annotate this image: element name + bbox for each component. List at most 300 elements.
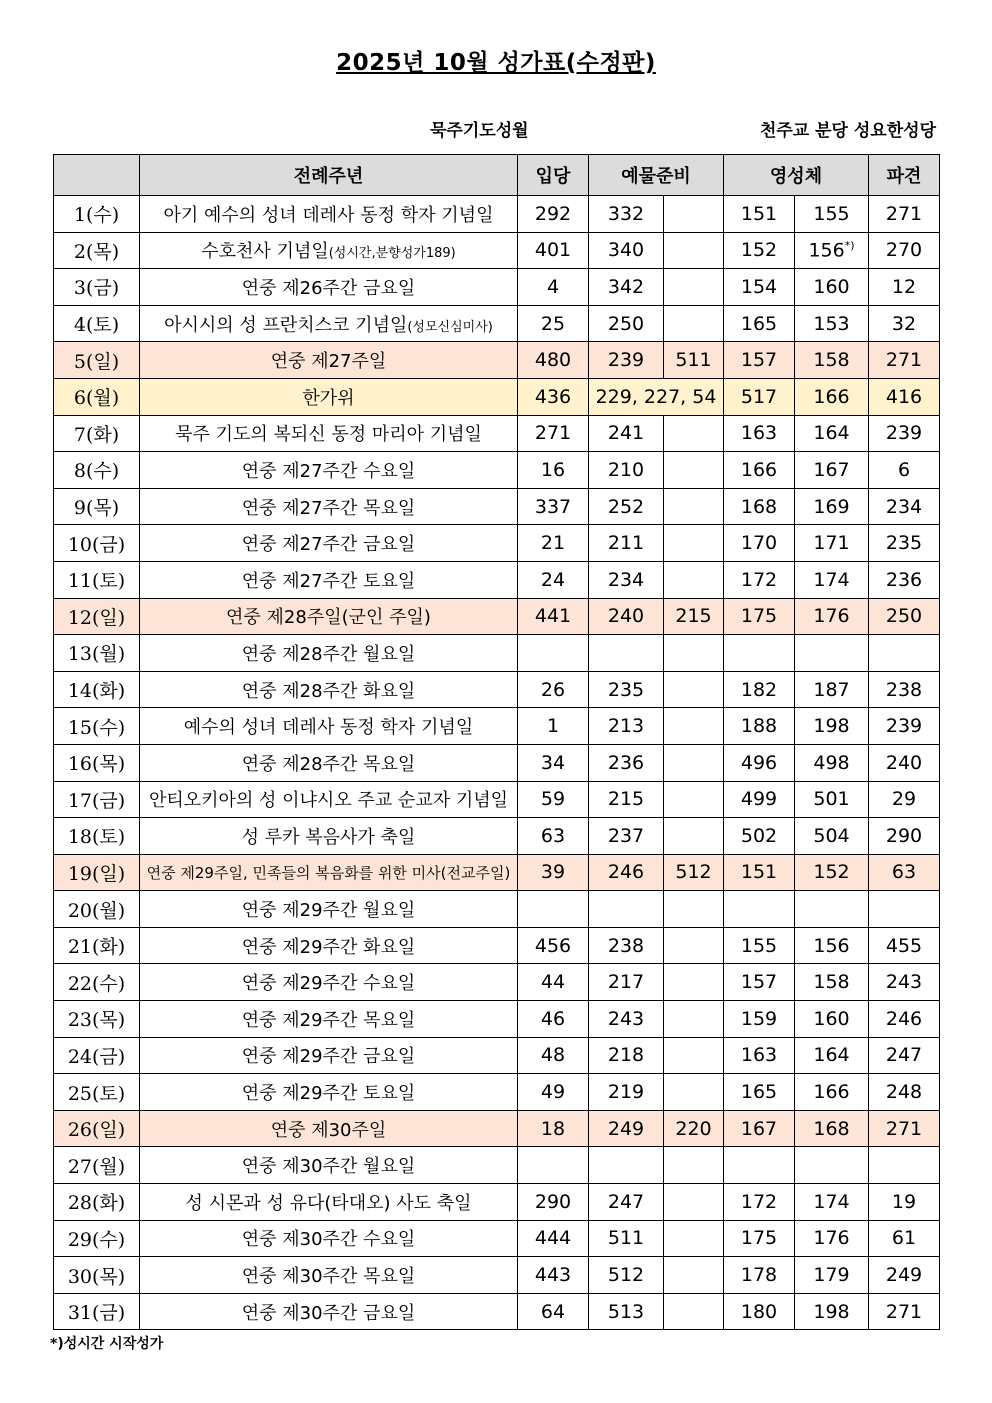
communion-extra-cell-text: 152 [813, 861, 850, 884]
communion-cell-text: 180 [740, 1300, 778, 1323]
offertory-cell [589, 378, 724, 415]
communion-cell [724, 818, 795, 855]
communion-cell-text: 517 [740, 385, 778, 408]
offertory-cell [589, 1110, 664, 1147]
entrance-cell [518, 232, 589, 269]
entrance-cell [518, 269, 589, 306]
table-row [54, 232, 940, 269]
day-cell [54, 1220, 140, 1257]
offertory-cell [589, 635, 664, 672]
recessional-cell [869, 818, 940, 855]
day-cell [54, 488, 140, 525]
offertory-extra-cell [664, 854, 724, 891]
offertory-cell-text: 219 [607, 1081, 645, 1104]
communion-cell [724, 781, 795, 818]
communion-cell [724, 305, 795, 342]
liturgy-cell-text: 성 시몬과 성 유다(타대오) 사도 축일 [185, 1192, 472, 1214]
offertory-extra-cell [664, 635, 724, 672]
day-cell-text: 2(목) [73, 240, 120, 263]
communion-cell-text: 188 [740, 715, 778, 738]
recessional-cell-text: 29 [891, 788, 917, 811]
communion-extra-cell [795, 635, 869, 672]
offertory-cell [589, 452, 664, 489]
recessional-cell-text: 248 [885, 1081, 923, 1104]
recessional-cell [869, 891, 940, 928]
communion-extra-cell [795, 232, 869, 269]
offertory-cell-text: 213 [607, 715, 645, 738]
offertory-cell-text: 241 [607, 422, 645, 445]
offertory-cell [589, 525, 664, 562]
offertory-extra-cell-text: 511 [675, 349, 712, 372]
liturgy-cell-text: 연중 제27주간 수요일 [241, 460, 416, 482]
liturgy-cell [140, 818, 518, 855]
footnote: *)성시간 시작성가 [50, 1336, 164, 1352]
header-day [54, 155, 140, 196]
entrance-cell-text: 401 [534, 239, 572, 262]
offertory-cell-text: 243 [607, 1007, 645, 1030]
entrance-cell [518, 781, 589, 818]
liturgy-cell [140, 232, 518, 269]
offertory-cell-text: 342 [607, 275, 645, 298]
table-row [54, 488, 940, 525]
table-row [54, 415, 940, 452]
offertory-cell [589, 1074, 664, 1111]
hymn-schedule-table [53, 154, 940, 1330]
communion-extra-cell-text: 164 [813, 1044, 850, 1067]
offertory-cell [589, 232, 664, 269]
communion-cell-text: 182 [740, 678, 778, 701]
offertory-cell [589, 305, 664, 342]
recessional-cell [869, 342, 940, 379]
entrance-cell-text: 292 [534, 202, 572, 225]
recessional-cell-text: 63 [891, 861, 917, 884]
offertory-extra-cell [664, 598, 724, 635]
communion-extra-cell-text: 179 [813, 1264, 850, 1287]
communion-extra-cell-text: 156 [808, 239, 845, 262]
table-row [54, 342, 940, 379]
communion-extra-cell [795, 927, 869, 964]
offertory-cell [589, 964, 664, 1001]
entrance-cell-text: 18 [540, 1117, 566, 1140]
day-cell [54, 635, 140, 672]
table-row [54, 1257, 940, 1294]
offertory-cell-text: 247 [607, 1190, 645, 1213]
communion-cell [724, 1001, 795, 1038]
recessional-cell-text: 240 [885, 751, 923, 774]
communion-cell [724, 708, 795, 745]
liturgy-cell-text: 연중 제28주간 화요일 [241, 680, 416, 702]
recessional-cell-text: 19 [891, 1190, 917, 1213]
offertory-cell [589, 818, 664, 855]
day-cell [54, 269, 140, 306]
header-communion: 영성체 [724, 155, 869, 196]
communion-extra-cell [795, 525, 869, 562]
table-row [54, 1147, 940, 1184]
offertory-extra-cell [664, 781, 724, 818]
offertory-cell-text: 240 [607, 605, 645, 628]
liturgy-cell [140, 1147, 518, 1184]
offertory-cell-text: 239 [607, 349, 645, 372]
table-row [54, 525, 940, 562]
offertory-extra-cell [664, 1257, 724, 1294]
liturgy-cell [140, 927, 518, 964]
liturgy-cell [140, 671, 518, 708]
table-row [54, 708, 940, 745]
entrance-cell-text: 64 [540, 1300, 566, 1323]
entrance-cell-text: 26 [540, 678, 566, 701]
recessional-cell [869, 781, 940, 818]
entrance-cell [518, 818, 589, 855]
day-cell [54, 232, 140, 269]
table-row [54, 452, 940, 489]
communion-cell [724, 1037, 795, 1074]
header-offertory: 예물준비 [589, 155, 724, 196]
entrance-cell-text: 290 [534, 1190, 572, 1213]
communion-cell-text: 151 [740, 202, 778, 225]
recessional-cell-text: 247 [885, 1044, 923, 1067]
recessional-cell-text: 271 [885, 1300, 923, 1323]
communion-cell [724, 1184, 795, 1221]
offertory-extra-cell-text: 215 [675, 605, 712, 628]
communion-extra-cell [795, 305, 869, 342]
entrance-cell [518, 1184, 589, 1221]
recessional-cell-text: 6 [897, 458, 911, 481]
communion-cell [724, 269, 795, 306]
entrance-cell-text: 480 [534, 349, 572, 372]
liturgy-cell-text: 연중 제28주간 월요일 [241, 643, 416, 665]
entrance-cell [518, 927, 589, 964]
communion-extra-cell [795, 452, 869, 489]
offertory-cell-text: 513 [607, 1300, 645, 1323]
offertory-extra-cell [664, 561, 724, 598]
communion-extra-cell [795, 1074, 869, 1111]
liturgy-cell [140, 1110, 518, 1147]
offertory-extra-cell [664, 232, 724, 269]
communion-cell-text: 175 [740, 1227, 778, 1250]
recessional-cell [869, 671, 940, 708]
liturgy-cell-text: 연중 제27주간 토요일 [241, 570, 416, 592]
header-recessional: 파견 [869, 155, 940, 196]
liturgy-cell-text: 연중 제29주일, 민족들의 복음화를 위한 미사(전교주일) [146, 863, 511, 882]
day-cell-text: 23(목) [67, 1009, 126, 1032]
communion-extra-cell-text: 504 [813, 824, 850, 847]
communion-extra-cell [795, 488, 869, 525]
recessional-cell [869, 1184, 940, 1221]
offertory-cell-text: 249 [607, 1117, 645, 1140]
communion-cell-text: 163 [740, 422, 778, 445]
offertory-extra-cell [664, 196, 724, 233]
day-cell-text: 17(금) [67, 789, 126, 812]
day-cell [54, 305, 140, 342]
page-title: 2025년 10월 성가표(수정판) [336, 50, 656, 76]
communion-extra-cell-text: 498 [813, 751, 850, 774]
offertory-cell-text: 246 [607, 861, 645, 884]
recessional-cell [869, 525, 940, 562]
day-cell [54, 196, 140, 233]
liturgy-cell-text: 연중 제30주간 수요일 [241, 1229, 416, 1251]
liturgy-cell [140, 1293, 518, 1330]
entrance-cell [518, 1147, 589, 1184]
offertory-cell-text: 236 [607, 751, 645, 774]
liturgy-cell-text: 예수의 성녀 데레사 동정 학자 기념일 [183, 717, 474, 739]
entrance-cell-text: 39 [540, 861, 566, 884]
communion-cell [724, 854, 795, 891]
recessional-cell [869, 1293, 940, 1330]
offertory-extra-cell [664, 1110, 724, 1147]
communion-cell [724, 927, 795, 964]
offertory-extra-cell-text: 512 [675, 861, 712, 884]
offertory-cell-text: 332 [607, 202, 645, 225]
liturgy-cell-text: 안티오키아의 성 이냐시오 주교 순교자 기념일 [149, 790, 508, 812]
table-row [54, 964, 940, 1001]
offertory-cell [589, 1257, 664, 1294]
offertory-cell [589, 1220, 664, 1257]
entrance-cell [518, 1110, 589, 1147]
communion-extra-cell-text: 158 [813, 971, 850, 994]
offertory-extra-cell [664, 342, 724, 379]
recessional-cell-text: 236 [885, 568, 923, 591]
liturgy-note: (성시간,분향성가189) [328, 246, 456, 262]
communion-extra-cell [795, 854, 869, 891]
liturgy-cell-text: 연중 제29주간 목요일 [241, 1009, 416, 1031]
offertory-cell [589, 1293, 664, 1330]
liturgy-cell [140, 1220, 518, 1257]
communion-extra-cell [795, 378, 869, 415]
communion-extra-cell [795, 671, 869, 708]
offertory-cell [589, 561, 664, 598]
day-cell-text: 14(화) [67, 680, 126, 703]
liturgy-cell-text: 연중 제29주간 월요일 [241, 900, 416, 922]
entrance-cell-text: 337 [534, 495, 572, 518]
table-row [54, 269, 940, 306]
entrance-cell-text: 444 [534, 1227, 572, 1250]
recessional-cell-text: 270 [885, 239, 923, 262]
communion-extra-cell [795, 1220, 869, 1257]
day-cell-text: 28(화) [67, 1192, 126, 1215]
communion-cell [724, 415, 795, 452]
communion-extra-cell [795, 1001, 869, 1038]
offertory-cell [589, 671, 664, 708]
communion-cell-text: 155 [740, 934, 778, 957]
communion-cell [724, 964, 795, 1001]
communion-extra-cell-text: 169 [813, 495, 850, 518]
liturgy-cell [140, 598, 518, 635]
day-cell [54, 1147, 140, 1184]
liturgy-cell-text: 성 루카 복음사가 축일 [241, 826, 416, 848]
offertory-extra-cell [664, 744, 724, 781]
table-header-row [54, 155, 940, 196]
communion-extra-cell [795, 818, 869, 855]
offertory-cell-text: 235 [607, 678, 645, 701]
day-cell [54, 671, 140, 708]
day-cell [54, 598, 140, 635]
offertory-cell [589, 269, 664, 306]
offertory-cell-text: 229, 227, 54 [595, 385, 717, 408]
communion-cell-text: 157 [740, 971, 778, 994]
table-row [54, 378, 940, 415]
liturgy-cell [140, 744, 518, 781]
entrance-cell [518, 1293, 589, 1330]
table-row [54, 196, 940, 233]
communion-cell-text: 154 [740, 275, 778, 298]
recessional-cell-text: 455 [885, 934, 923, 957]
entrance-cell-text: 4 [546, 275, 560, 298]
offertory-extra-cell [664, 708, 724, 745]
entrance-cell [518, 708, 589, 745]
day-cell-text: 16(목) [67, 753, 126, 776]
communion-extra-cell-text: 174 [813, 568, 850, 591]
communion-extra-cell [795, 891, 869, 928]
recessional-cell [869, 1220, 940, 1257]
recessional-cell-text: 239 [885, 715, 923, 738]
communion-cell-text: 167 [740, 1117, 778, 1140]
liturgy-cell [140, 708, 518, 745]
communion-extra-cell-text: 158 [813, 349, 850, 372]
offertory-cell [589, 415, 664, 452]
liturgy-cell-text: 연중 제30주간 목요일 [241, 1266, 416, 1288]
offertory-extra-cell [664, 891, 724, 928]
recessional-cell [869, 635, 940, 672]
recessional-cell [869, 488, 940, 525]
offertory-cell [589, 854, 664, 891]
recessional-cell-text: 271 [885, 349, 923, 372]
recessional-cell [869, 415, 940, 452]
recessional-cell [869, 232, 940, 269]
entrance-cell-text: 48 [540, 1044, 566, 1067]
entrance-cell [518, 1220, 589, 1257]
recessional-cell-text: 32 [891, 312, 917, 335]
communion-cell [724, 1293, 795, 1330]
communion-extra-cell [795, 1110, 869, 1147]
communion-cell-text: 496 [740, 751, 778, 774]
offertory-cell-text: 340 [607, 239, 645, 262]
offertory-extra-cell [664, 488, 724, 525]
entrance-cell-text: 63 [540, 824, 566, 847]
table-row [54, 854, 940, 891]
liturgy-cell [140, 415, 518, 452]
recessional-cell-text: 238 [885, 678, 923, 701]
liturgy-cell [140, 1074, 518, 1111]
entrance-cell [518, 415, 589, 452]
entrance-cell-text: 441 [534, 605, 572, 628]
liturgy-cell-text: 연중 제28주간 목요일 [241, 753, 416, 775]
entrance-cell-text: 59 [540, 788, 566, 811]
recessional-cell-text: 235 [885, 532, 923, 555]
entrance-cell [518, 1037, 589, 1074]
entrance-cell [518, 671, 589, 708]
offertory-extra-cell [664, 1293, 724, 1330]
offertory-extra-cell [664, 1001, 724, 1038]
recessional-cell-text: 271 [885, 1117, 923, 1140]
recessional-cell-text: 290 [885, 824, 923, 847]
day-cell [54, 525, 140, 562]
liturgy-cell-text: 수호천사 기념일 [201, 241, 329, 263]
liturgy-cell [140, 196, 518, 233]
entrance-cell [518, 488, 589, 525]
entrance-cell [518, 561, 589, 598]
day-cell-text: 20(월) [67, 899, 126, 922]
communion-extra-cell [795, 1184, 869, 1221]
day-cell [54, 708, 140, 745]
offertory-cell-text: 211 [607, 532, 645, 555]
day-cell [54, 378, 140, 415]
recessional-cell [869, 1147, 940, 1184]
offertory-extra-cell [664, 305, 724, 342]
offertory-extra-cell [664, 964, 724, 1001]
entrance-cell [518, 964, 589, 1001]
entrance-cell [518, 1001, 589, 1038]
day-cell [54, 927, 140, 964]
offertory-cell [589, 781, 664, 818]
month-theme: 묵주기도성월 [430, 121, 529, 141]
communion-extra-cell [795, 561, 869, 598]
entrance-cell-text: 49 [540, 1081, 566, 1104]
recessional-cell-text: 234 [885, 495, 923, 518]
communion-cell-text: 159 [740, 1007, 778, 1030]
communion-extra-cell [795, 342, 869, 379]
communion-cell-text: 157 [740, 349, 778, 372]
communion-extra-cell [795, 1293, 869, 1330]
table-row [54, 1184, 940, 1221]
day-cell [54, 452, 140, 489]
day-cell-text: 29(수) [67, 1228, 126, 1251]
communion-cell-text: 172 [740, 568, 778, 591]
day-cell-text: 6(월) [73, 387, 120, 410]
communion-extra-cell-text: 198 [813, 715, 850, 738]
offertory-cell [589, 342, 664, 379]
liturgy-cell-text: 한가위 [302, 387, 355, 409]
communion-cell [724, 1147, 795, 1184]
offertory-cell [589, 1001, 664, 1038]
communion-cell-text: 502 [740, 824, 778, 847]
table-row [54, 1037, 940, 1074]
entrance-cell-text: 21 [540, 532, 566, 555]
day-cell [54, 818, 140, 855]
table-row [54, 635, 940, 672]
day-cell [54, 964, 140, 1001]
liturgy-cell-text: 연중 제30주간 월요일 [241, 1156, 416, 1178]
liturgy-cell-text: 연중 제30주간 금요일 [241, 1302, 416, 1324]
offertory-cell [589, 891, 664, 928]
recessional-cell [869, 378, 940, 415]
liturgy-cell-text: 연중 제27주일 [270, 351, 387, 373]
day-cell [54, 1293, 140, 1330]
liturgy-cell [140, 269, 518, 306]
communion-cell [724, 1257, 795, 1294]
day-cell [54, 854, 140, 891]
day-cell-text: 13(월) [67, 643, 126, 666]
entrance-cell [518, 525, 589, 562]
day-cell [54, 415, 140, 452]
communion-cell [724, 378, 795, 415]
communion-cell [724, 525, 795, 562]
communion-extra-cell [795, 415, 869, 452]
liturgy-cell [140, 452, 518, 489]
day-cell-text: 18(토) [67, 826, 126, 849]
offertory-cell-text: 237 [607, 824, 645, 847]
offertory-cell-text: 238 [607, 934, 645, 957]
offertory-extra-cell-text: 220 [675, 1117, 712, 1140]
liturgy-cell-text: 연중 제29주간 토요일 [241, 1083, 416, 1105]
offertory-extra-cell [664, 1220, 724, 1257]
day-cell [54, 342, 140, 379]
day-cell [54, 744, 140, 781]
communion-cell [724, 488, 795, 525]
day-cell-text: 8(수) [73, 460, 120, 483]
offertory-cell-text: 252 [607, 495, 645, 518]
communion-extra-cell-text: 171 [813, 532, 850, 555]
communion-cell-text: 178 [740, 1264, 778, 1287]
